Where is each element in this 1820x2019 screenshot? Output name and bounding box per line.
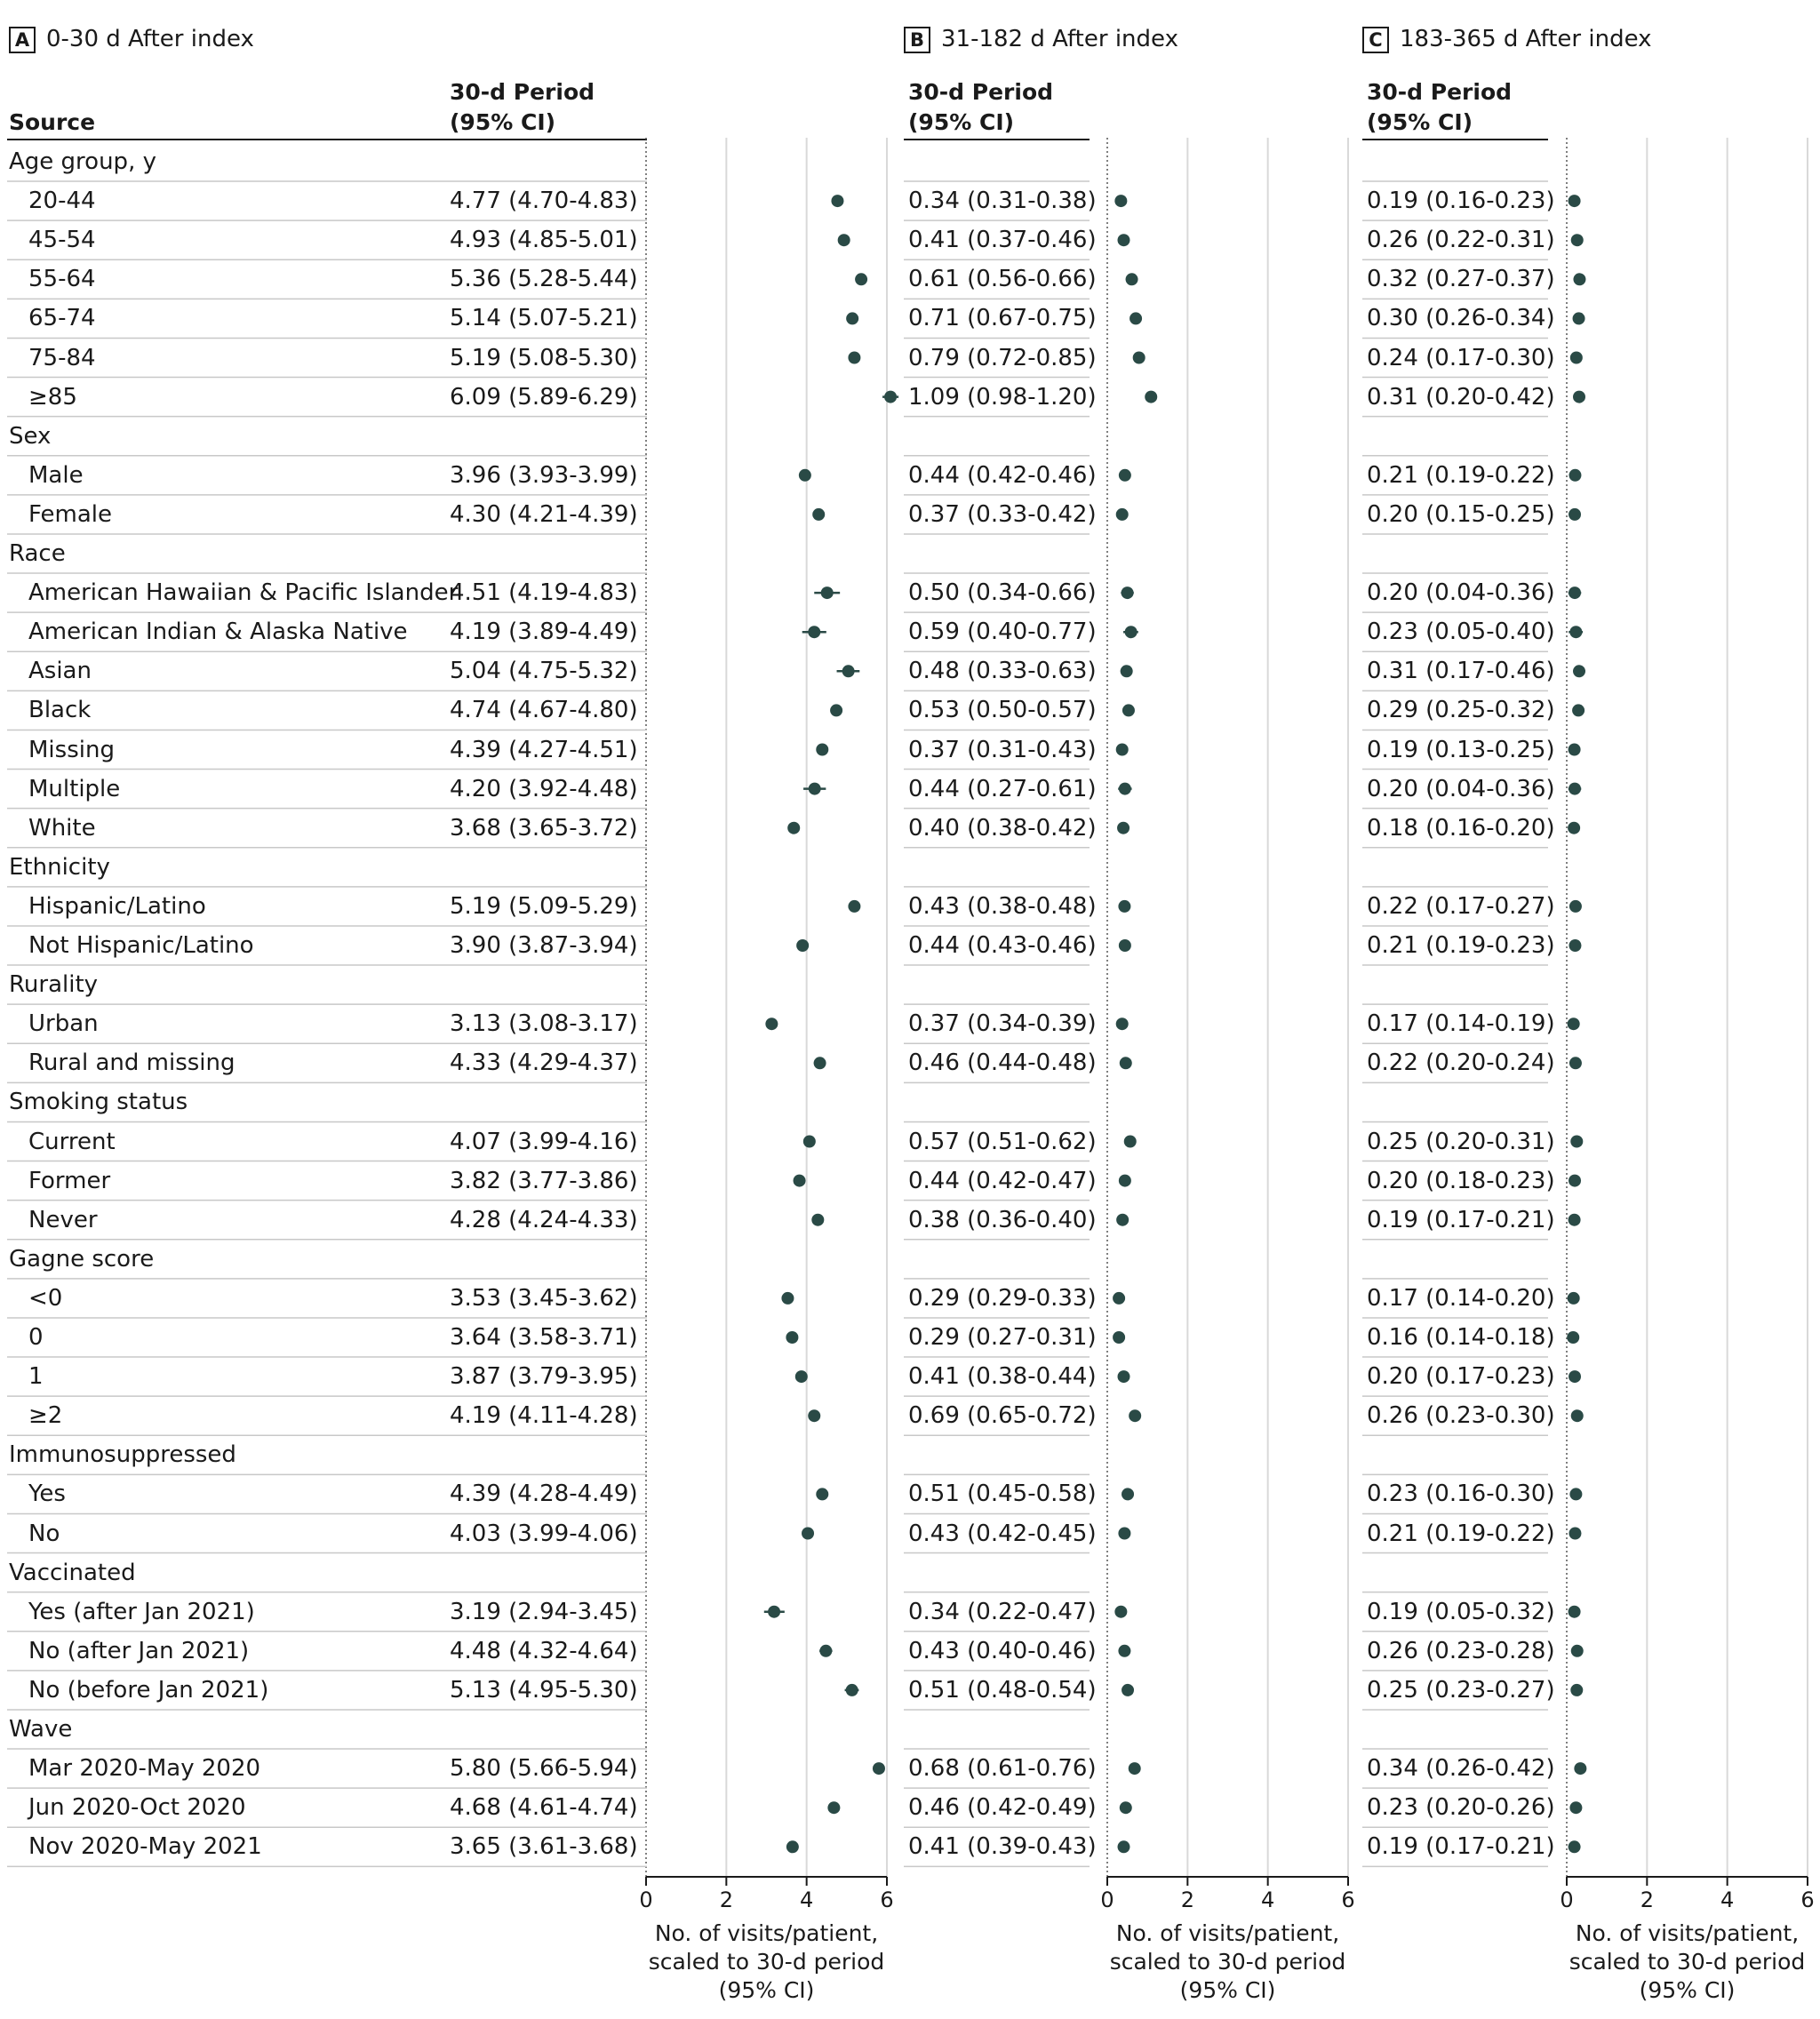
ci-value-2-38: 0.26 (0.23-0.28) (1367, 1637, 1555, 1664)
x-tick-label-0-4: 4 (800, 1887, 814, 1912)
period-header-line1-0: 30-d Period (450, 79, 595, 105)
estimate-point-0-8 (799, 469, 811, 482)
ci-value-0-2: 4.93 (4.85-5.01) (450, 227, 638, 254)
estimate-point-1-22 (1116, 1017, 1129, 1030)
row-label-19: Hispanic/Latino (28, 892, 206, 920)
estimate-point-0-22 (765, 1017, 778, 1030)
estimate-point-1-12 (1125, 626, 1138, 638)
ci-value-2-6: 0.31 (0.20-0.42) (1367, 383, 1555, 411)
estimate-point-1-9 (1116, 508, 1129, 521)
row-label-35: No (28, 1520, 60, 1547)
row-label-8: Male (28, 461, 84, 489)
ci-value-1-31: 0.41 (0.38-0.44) (908, 1363, 1097, 1391)
row-label-17: White (28, 814, 96, 842)
ci-value-2-19: 0.22 (0.17-0.27) (1367, 892, 1555, 920)
ci-value-2-22: 0.17 (0.14-0.19) (1367, 1010, 1555, 1038)
ci-value-0-35: 4.03 (3.99-4.06) (450, 1520, 638, 1547)
period-header-line2-1: (95% CI) (908, 109, 1015, 135)
row-label-1: 20-44 (28, 188, 96, 215)
ci-value-2-3: 0.32 (0.27-0.37) (1367, 266, 1555, 293)
estimate-point-1-37 (1114, 1606, 1127, 1618)
ci-value-1-2: 0.41 (0.37-0.46) (908, 227, 1097, 254)
estimate-point-0-2 (838, 234, 850, 246)
estimate-point-1-2 (1118, 234, 1130, 246)
ci-value-0-12: 4.19 (3.89-4.49) (450, 618, 638, 646)
row-label-26: Former (28, 1167, 111, 1194)
ci-value-1-14: 0.53 (0.50-0.57) (908, 697, 1097, 724)
group-label-21: Rurality (9, 971, 99, 999)
estimate-point-2-37 (1569, 1606, 1581, 1618)
group-label-0: Age group, y (9, 148, 156, 175)
estimate-point-2-1 (1569, 195, 1581, 207)
row-label-12: American Indian & Alaska Native (28, 618, 408, 646)
estimate-point-0-30 (786, 1331, 798, 1344)
row-label-31: 1 (28, 1363, 44, 1391)
estimate-point-0-37 (768, 1606, 780, 1618)
group-label-24: Smoking status (9, 1089, 188, 1116)
estimate-point-2-26 (1569, 1175, 1581, 1187)
row-label-23: Rural and missing (28, 1049, 235, 1077)
ci-value-1-42: 0.46 (0.42-0.49) (908, 1794, 1097, 1822)
ci-value-0-1: 4.77 (4.70-4.83) (450, 188, 638, 215)
estimate-point-2-5 (1570, 352, 1583, 364)
period-header-line2-2: (95% CI) (1367, 109, 1473, 135)
estimate-point-2-38 (1571, 1645, 1584, 1657)
ci-value-2-15: 0.19 (0.13-0.25) (1367, 736, 1555, 763)
estimate-point-2-8 (1569, 469, 1581, 482)
estimate-point-0-34 (816, 1488, 828, 1500)
estimate-point-2-32 (1571, 1409, 1584, 1422)
estimate-point-1-34 (1122, 1488, 1134, 1500)
estimate-point-1-5 (1133, 352, 1145, 364)
ci-value-2-14: 0.29 (0.25-0.32) (1367, 697, 1555, 724)
ci-value-0-38: 4.48 (4.32-4.64) (450, 1637, 638, 1664)
ci-value-2-42: 0.23 (0.20-0.26) (1367, 1794, 1555, 1822)
estimate-point-1-31 (1118, 1370, 1130, 1383)
estimate-point-0-14 (830, 704, 842, 716)
estimate-point-1-26 (1119, 1175, 1131, 1187)
estimate-point-1-23 (1120, 1057, 1132, 1069)
estimate-point-0-16 (809, 783, 821, 795)
estimate-point-0-1 (831, 195, 843, 207)
ci-value-2-29: 0.17 (0.14-0.20) (1367, 1284, 1555, 1312)
estimate-point-0-38 (819, 1645, 832, 1657)
estimate-point-1-4 (1130, 312, 1142, 324)
row-label-6: ≥85 (28, 383, 77, 411)
row-label-42: Jun 2020-Oct 2020 (28, 1794, 246, 1822)
estimate-point-1-25 (1124, 1136, 1137, 1148)
row-label-20: Not Hispanic/Latino (28, 932, 254, 959)
ci-value-1-34: 0.51 (0.45-0.58) (908, 1480, 1097, 1508)
group-label-28: Gagne score (9, 1245, 155, 1273)
ci-value-0-41: 5.80 (5.66-5.94) (450, 1755, 638, 1783)
estimate-point-0-26 (794, 1175, 806, 1187)
ci-value-2-23: 0.22 (0.20-0.24) (1367, 1049, 1555, 1077)
x-tick-label-1-6: 6 (1341, 1887, 1355, 1912)
ci-value-0-43: 3.65 (3.61-3.68) (450, 1833, 638, 1861)
estimate-point-2-11 (1569, 587, 1581, 599)
ci-value-2-2: 0.26 (0.22-0.31) (1367, 227, 1555, 254)
estimate-point-1-15 (1116, 744, 1129, 756)
row-label-9: Female (28, 500, 113, 528)
x-axis-title-0-2: (95% CI) (718, 1977, 815, 2003)
ci-value-1-38: 0.43 (0.40-0.46) (908, 1637, 1097, 1664)
x-tick-label-0-2: 2 (719, 1887, 733, 1912)
ci-value-0-13: 5.04 (4.75-5.32) (450, 658, 638, 685)
ci-value-1-35: 0.43 (0.42-0.45) (908, 1520, 1097, 1547)
ci-value-1-26: 0.44 (0.42-0.47) (908, 1167, 1097, 1194)
estimate-point-0-5 (848, 352, 860, 364)
x-tick-label-1-0: 0 (1100, 1887, 1114, 1912)
ci-value-0-25: 4.07 (3.99-4.16) (450, 1128, 638, 1155)
ci-value-1-11: 0.50 (0.34-0.66) (908, 579, 1097, 607)
ci-value-0-20: 3.90 (3.87-3.94) (450, 932, 638, 959)
ci-value-1-37: 0.34 (0.22-0.47) (908, 1598, 1097, 1625)
x-tick-label-0-6: 6 (880, 1887, 894, 1912)
estimate-point-1-43 (1118, 1840, 1130, 1853)
ci-value-2-17: 0.18 (0.16-0.20) (1367, 814, 1555, 842)
estimate-point-0-20 (796, 939, 809, 952)
ci-value-1-39: 0.51 (0.48-0.54) (908, 1676, 1097, 1704)
row-label-11: American Hawaiian & Pacific Islander (28, 579, 459, 607)
estimate-point-2-2 (1571, 234, 1584, 246)
ci-value-0-30: 3.64 (3.58-3.71) (450, 1324, 638, 1351)
ci-value-1-17: 0.40 (0.38-0.42) (908, 814, 1097, 842)
estimate-point-1-16 (1119, 783, 1131, 795)
ci-value-1-23: 0.46 (0.44-0.48) (908, 1049, 1097, 1077)
estimate-point-0-43 (786, 1840, 799, 1853)
estimate-point-0-11 (821, 587, 834, 599)
ci-value-2-34: 0.23 (0.16-0.30) (1367, 1480, 1555, 1508)
x-axis-title-1-0: No. of visits/patient, (1115, 1920, 1340, 1946)
ci-value-0-11: 4.51 (4.19-4.83) (450, 579, 638, 607)
estimate-point-1-19 (1118, 900, 1130, 913)
row-label-38: No (after Jan 2021) (28, 1637, 250, 1664)
estimate-point-2-6 (1573, 391, 1585, 403)
estimate-point-0-3 (855, 273, 867, 285)
ci-value-1-30: 0.29 (0.27-0.31) (908, 1324, 1097, 1351)
estimate-point-0-29 (781, 1292, 794, 1305)
estimate-point-0-31 (795, 1370, 808, 1383)
ci-value-2-12: 0.23 (0.05-0.40) (1367, 618, 1555, 646)
estimate-point-0-13 (842, 665, 855, 677)
ci-value-1-22: 0.37 (0.34-0.39) (908, 1010, 1097, 1038)
ci-value-1-19: 0.43 (0.38-0.48) (908, 892, 1097, 920)
ci-value-1-5: 0.79 (0.72-0.85) (908, 344, 1097, 371)
x-axis-title-0-1: scaled to 30-d period (648, 1949, 885, 1975)
row-label-4: 65-74 (28, 305, 96, 332)
ci-value-1-29: 0.29 (0.29-0.33) (908, 1284, 1097, 1312)
ci-value-0-22: 3.13 (3.08-3.17) (450, 1010, 638, 1038)
ci-value-0-32: 4.19 (4.11-4.28) (450, 1402, 638, 1430)
estimate-point-1-41 (1129, 1762, 1141, 1775)
row-label-43: Nov 2020-May 2021 (28, 1833, 262, 1861)
ci-value-1-6: 1.09 (0.98-1.20) (908, 383, 1097, 411)
row-label-16: Multiple (28, 775, 121, 802)
estimate-point-1-20 (1119, 939, 1131, 952)
x-tick-label-2-4: 4 (1720, 1887, 1735, 1912)
ci-value-0-31: 3.87 (3.79-3.95) (450, 1363, 638, 1391)
x-axis-title-1-2: (95% CI) (1179, 1977, 1276, 2003)
ci-value-2-16: 0.20 (0.04-0.36) (1367, 775, 1555, 802)
estimate-point-2-22 (1568, 1017, 1580, 1030)
ci-value-0-4: 5.14 (5.07-5.21) (450, 305, 638, 332)
group-label-10: Race (9, 540, 66, 567)
ci-value-1-20: 0.44 (0.43-0.46) (908, 932, 1097, 959)
row-label-25: Current (28, 1128, 116, 1155)
estimate-point-0-12 (808, 626, 820, 638)
estimate-point-0-19 (848, 900, 860, 913)
estimate-point-0-39 (846, 1684, 858, 1696)
estimate-point-2-27 (1569, 1214, 1581, 1226)
estimate-point-2-34 (1569, 1488, 1582, 1500)
estimate-point-2-43 (1569, 1840, 1581, 1853)
ci-value-2-43: 0.19 (0.17-0.21) (1367, 1833, 1555, 1861)
ci-value-2-8: 0.21 (0.19-0.22) (1367, 461, 1555, 489)
ci-value-0-19: 5.19 (5.09-5.29) (450, 892, 638, 920)
panel-title-a: 0-30 d After index (46, 26, 254, 52)
ci-value-1-41: 0.68 (0.61-0.76) (908, 1755, 1097, 1783)
ci-value-0-15: 4.39 (4.27-4.51) (450, 736, 638, 763)
estimate-point-1-1 (1114, 195, 1127, 207)
x-axis-title-1-1: scaled to 30-d period (1109, 1949, 1346, 1975)
x-tick-label-2-0: 0 (1560, 1887, 1574, 1912)
estimate-point-2-4 (1573, 312, 1585, 324)
ci-value-0-16: 4.20 (3.92-4.48) (450, 775, 638, 802)
ci-value-0-23: 4.33 (4.29-4.37) (450, 1049, 638, 1077)
ci-value-0-37: 3.19 (2.94-3.45) (450, 1598, 638, 1625)
estimate-point-0-25 (803, 1136, 816, 1148)
row-label-2: 45-54 (28, 227, 96, 254)
row-label-39: No (before Jan 2021) (28, 1676, 269, 1704)
ci-value-1-27: 0.38 (0.36-0.40) (908, 1206, 1097, 1233)
estimate-point-2-12 (1569, 626, 1582, 638)
estimate-point-1-30 (1113, 1331, 1125, 1344)
estimate-point-2-13 (1573, 665, 1585, 677)
estimate-point-2-9 (1569, 508, 1581, 521)
x-tick-label-1-2: 2 (1180, 1887, 1194, 1912)
estimate-point-0-6 (884, 391, 897, 403)
estimate-point-2-25 (1570, 1136, 1583, 1148)
ci-value-1-3: 0.61 (0.56-0.66) (908, 266, 1097, 293)
estimate-point-2-29 (1568, 1292, 1580, 1305)
row-label-37: Yes (after Jan 2021) (28, 1598, 255, 1625)
panel-badge-c: C (1362, 27, 1389, 53)
estimate-point-1-42 (1120, 1801, 1132, 1814)
estimate-point-1-8 (1119, 469, 1131, 482)
ci-value-0-27: 4.28 (4.24-4.33) (450, 1206, 638, 1233)
ci-value-1-43: 0.41 (0.39-0.43) (908, 1833, 1097, 1861)
row-label-32: ≥2 (28, 1402, 63, 1430)
ci-value-1-16: 0.44 (0.27-0.61) (908, 775, 1097, 802)
estimate-point-2-20 (1569, 939, 1581, 952)
estimate-point-2-42 (1569, 1801, 1582, 1814)
estimate-point-1-13 (1121, 665, 1133, 677)
group-label-18: Ethnicity (9, 853, 110, 881)
estimate-point-1-29 (1113, 1292, 1125, 1305)
ci-value-1-13: 0.48 (0.33-0.63) (908, 658, 1097, 685)
ci-value-2-9: 0.20 (0.15-0.25) (1367, 500, 1555, 528)
ci-value-2-1: 0.19 (0.16-0.23) (1367, 188, 1555, 215)
estimate-point-2-19 (1569, 900, 1582, 913)
ci-value-2-30: 0.16 (0.14-0.18) (1367, 1324, 1555, 1351)
estimate-point-0-23 (814, 1057, 826, 1069)
panel-badge-b: B (904, 27, 930, 53)
ci-value-1-12: 0.59 (0.40-0.77) (908, 618, 1097, 646)
ci-value-2-41: 0.34 (0.26-0.42) (1367, 1755, 1555, 1783)
estimate-point-2-30 (1567, 1331, 1579, 1344)
ci-value-2-26: 0.20 (0.18-0.23) (1367, 1167, 1555, 1194)
ci-value-1-9: 0.37 (0.33-0.42) (908, 500, 1097, 528)
ci-value-2-39: 0.25 (0.23-0.27) (1367, 1676, 1555, 1704)
group-label-36: Vaccinated (9, 1559, 136, 1586)
ci-value-0-14: 4.74 (4.67-4.80) (450, 697, 638, 724)
estimate-point-0-15 (816, 744, 828, 756)
ci-value-2-5: 0.24 (0.17-0.30) (1367, 344, 1555, 371)
ci-value-0-29: 3.53 (3.45-3.62) (450, 1284, 638, 1312)
estimate-point-1-6 (1145, 391, 1157, 403)
row-label-14: Black (28, 697, 92, 724)
row-label-15: Missing (28, 736, 115, 763)
estimate-point-2-39 (1570, 1684, 1583, 1696)
estimate-point-1-39 (1122, 1684, 1134, 1696)
ci-value-0-42: 4.68 (4.61-4.74) (450, 1794, 638, 1822)
ci-value-0-17: 3.68 (3.65-3.72) (450, 814, 638, 842)
estimate-point-1-38 (1118, 1645, 1130, 1657)
ci-value-0-39: 5.13 (4.95-5.30) (450, 1676, 638, 1704)
ci-value-0-3: 5.36 (5.28-5.44) (450, 266, 638, 293)
panel-badge-a: A (9, 27, 36, 53)
ci-value-0-5: 5.19 (5.08-5.30) (450, 344, 638, 371)
estimate-point-1-11 (1122, 587, 1134, 599)
row-label-30: 0 (28, 1324, 44, 1351)
estimate-point-2-15 (1569, 744, 1581, 756)
estimate-point-2-3 (1573, 273, 1585, 285)
estimate-point-1-27 (1116, 1214, 1129, 1226)
ci-value-1-1: 0.34 (0.31-0.38) (908, 188, 1097, 215)
row-label-29: <0 (28, 1284, 63, 1312)
estimate-point-0-32 (808, 1409, 820, 1422)
x-axis-title-2-1: scaled to 30-d period (1569, 1949, 1806, 1975)
ci-value-0-34: 4.39 (4.28-4.49) (450, 1480, 638, 1508)
estimate-point-0-42 (827, 1801, 840, 1814)
estimate-point-0-17 (787, 822, 800, 834)
ci-value-0-6: 6.09 (5.89-6.29) (450, 383, 638, 411)
ci-value-2-4: 0.30 (0.26-0.34) (1367, 305, 1555, 332)
estimate-point-0-4 (846, 312, 858, 324)
period-header-line1-1: 30-d Period (908, 79, 1054, 105)
estimate-point-1-32 (1129, 1409, 1141, 1422)
estimate-point-2-16 (1569, 783, 1581, 795)
ci-value-1-8: 0.44 (0.42-0.46) (908, 461, 1097, 489)
group-label-33: Immunosuppressed (9, 1441, 236, 1469)
estimate-point-1-3 (1126, 273, 1138, 285)
ci-value-2-20: 0.21 (0.19-0.23) (1367, 932, 1555, 959)
estimate-point-0-9 (812, 508, 825, 521)
ci-value-1-4: 0.71 (0.67-0.75) (908, 305, 1097, 332)
x-tick-label-1-4: 4 (1261, 1887, 1275, 1912)
row-label-5: 75-84 (28, 344, 96, 371)
estimate-point-0-41 (873, 1762, 885, 1775)
ci-value-2-32: 0.26 (0.23-0.30) (1367, 1402, 1555, 1430)
estimate-point-2-17 (1568, 822, 1580, 834)
ci-value-1-15: 0.37 (0.31-0.43) (908, 736, 1097, 763)
x-axis-title-2-2: (95% CI) (1639, 1977, 1736, 2003)
ci-value-2-37: 0.19 (0.05-0.32) (1367, 1598, 1555, 1625)
x-axis-title-0-0: No. of visits/patient, (654, 1920, 879, 1946)
row-label-34: Yes (28, 1480, 66, 1508)
estimate-point-0-35 (802, 1528, 814, 1540)
ci-value-2-25: 0.25 (0.20-0.31) (1367, 1128, 1555, 1155)
panel-title-b: 31-182 d After index (941, 26, 1178, 52)
ci-value-1-32: 0.69 (0.65-0.72) (908, 1402, 1097, 1430)
ci-value-2-11: 0.20 (0.04-0.36) (1367, 579, 1555, 607)
ci-value-2-13: 0.31 (0.17-0.46) (1367, 658, 1555, 685)
estimate-point-2-31 (1569, 1370, 1581, 1383)
estimate-point-1-17 (1117, 822, 1130, 834)
group-label-40: Wave (9, 1716, 73, 1743)
estimate-point-1-35 (1118, 1528, 1130, 1540)
ci-value-2-35: 0.21 (0.19-0.22) (1367, 1520, 1555, 1547)
estimate-point-0-27 (811, 1214, 824, 1226)
row-label-3: 55-64 (28, 266, 96, 293)
estimate-point-2-14 (1572, 704, 1585, 716)
x-tick-label-0-0: 0 (639, 1887, 653, 1912)
estimate-point-2-41 (1574, 1762, 1586, 1775)
ci-value-0-26: 3.82 (3.77-3.86) (450, 1167, 638, 1194)
row-label-41: Mar 2020-May 2020 (28, 1755, 261, 1783)
ci-value-1-25: 0.57 (0.51-0.62) (908, 1128, 1097, 1155)
x-axis-title-2-0: No. of visits/patient, (1575, 1920, 1800, 1946)
ci-value-0-9: 4.30 (4.21-4.39) (450, 500, 638, 528)
source-column-header: Source (9, 109, 96, 135)
period-header-line2-0: (95% CI) (450, 109, 556, 135)
row-label-13: Asian (28, 658, 92, 685)
x-tick-label-2-6: 6 (1800, 1887, 1815, 1912)
estimate-point-2-35 (1569, 1528, 1581, 1540)
ci-value-2-27: 0.19 (0.17-0.21) (1367, 1206, 1555, 1233)
estimate-point-2-23 (1569, 1057, 1582, 1069)
row-label-27: Never (28, 1206, 98, 1233)
panel-title-c: 183-365 d After index (1400, 26, 1652, 52)
x-tick-label-2-2: 2 (1640, 1887, 1654, 1912)
ci-value-0-8: 3.96 (3.93-3.99) (450, 461, 638, 489)
estimate-point-1-14 (1122, 704, 1135, 716)
ci-value-2-31: 0.20 (0.17-0.23) (1367, 1363, 1555, 1391)
row-label-22: Urban (28, 1010, 99, 1038)
period-header-line1-2: 30-d Period (1367, 79, 1513, 105)
group-label-7: Sex (9, 422, 52, 450)
